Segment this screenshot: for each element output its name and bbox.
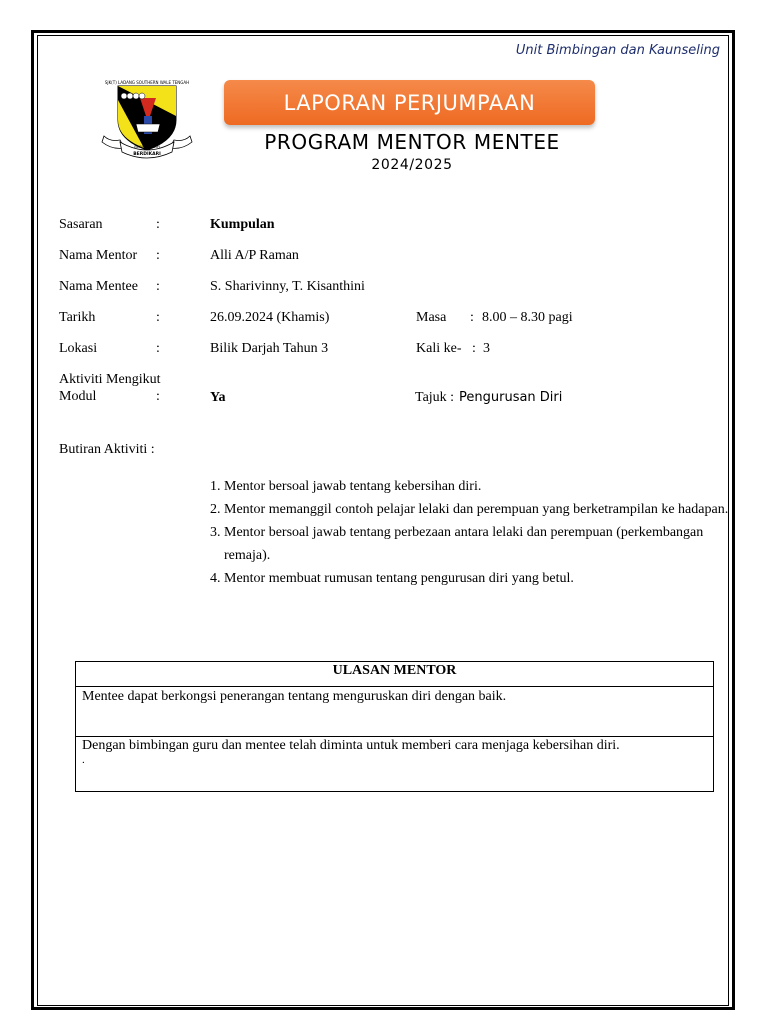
list-item: 3. Mentor bersoal jawab tentang perbezaan antara lelaki dan perempuan (perkembangan remaja). <box>224 521 754 567</box>
butiran-label: Butiran Aktiviti : <box>59 442 155 457</box>
tarikh-colon: : <box>156 310 160 325</box>
mentor-label: Nama Mentor <box>59 248 138 263</box>
mentor-value: Alli A/P Raman <box>210 248 299 263</box>
masa-value: 8.00 – 8.30 pagi <box>482 310 573 325</box>
lokasi-value: Bilik Darjah Tahun 3 <box>210 341 329 356</box>
kali-label: Kali ke- <box>416 341 462 356</box>
list-item: 1. Mentor bersoal jawab tentang kebersihan diri. <box>224 475 754 498</box>
program-year: 2024/2025 <box>371 157 453 173</box>
activity-list <box>212 475 754 590</box>
tajuk-label: Tajuk : <box>415 390 455 405</box>
review-title: ULASAN MENTOR <box>76 662 714 687</box>
list-item: 4. Mentor membuat rumusan tentang pengurusan diri yang betul. <box>224 567 754 590</box>
review-row-1-text: Mentee dapat berkongsi penerangan tentang menguruskan diri dengan baik. <box>82 689 507 704</box>
tarikh-value: 26.09.2024 (Khamis) <box>210 310 330 325</box>
crest-ribbon-text: BERSEKOLAH <box>134 144 160 149</box>
review-row-2-text: Dengan bimbingan guru dan mentee telah diminta untuk memberi cara menjaga kebersihan diri. <box>82 738 620 753</box>
lokasi-colon: : <box>156 341 160 356</box>
tajuk-value: Pengurusan Diri <box>459 390 563 405</box>
masa-label: Masa <box>416 310 447 325</box>
kali-colon: : <box>472 341 476 356</box>
crest-ribbon-bottom: BERDIKARI <box>133 152 161 157</box>
sasaran-value: Kumpulan <box>210 217 275 232</box>
school-crest-logo <box>100 76 194 160</box>
mentee-label: Nama Mentee <box>59 279 138 294</box>
aktiviti-label-line1: Aktiviti Mengikut <box>59 372 161 387</box>
aktiviti-label-line2: Modul <box>59 389 97 404</box>
mentor-review-table <box>75 661 714 792</box>
list-item: 2. Mentor memanggil contoh pelajar lelaki dan perempuan yang berketrampilan ke hadapan. <box>224 498 754 521</box>
mentee-value: S. Sharivinny, T. Kisanthini <box>210 279 365 294</box>
crest-top-text: SJK(T) LADANG SOUTHERN WALE TENGAH <box>104 80 190 85</box>
sasaran-label: Sasaran <box>59 217 103 232</box>
aktiviti-value: Ya <box>210 390 226 405</box>
aktiviti-colon: : <box>156 389 160 404</box>
sasaran-colon: : <box>156 217 160 232</box>
review-row-1 <box>76 687 714 737</box>
mentor-colon: : <box>156 248 160 263</box>
program-title: PROGRAM MENTOR MENTEE <box>264 130 560 154</box>
tarikh-label: Tarikh <box>59 310 96 325</box>
report-banner: LAPORAN PERJUMPAAN <box>224 80 595 125</box>
unit-label: Unit Bimbingan dan Kaunseling <box>515 43 720 58</box>
kali-value: 3 <box>483 341 490 356</box>
lokasi-label: Lokasi <box>59 341 98 356</box>
review-row-2-extra: . <box>82 754 85 766</box>
review-row-2 <box>76 737 714 792</box>
mentee-colon: : <box>156 279 160 294</box>
masa-colon: : <box>470 310 474 325</box>
